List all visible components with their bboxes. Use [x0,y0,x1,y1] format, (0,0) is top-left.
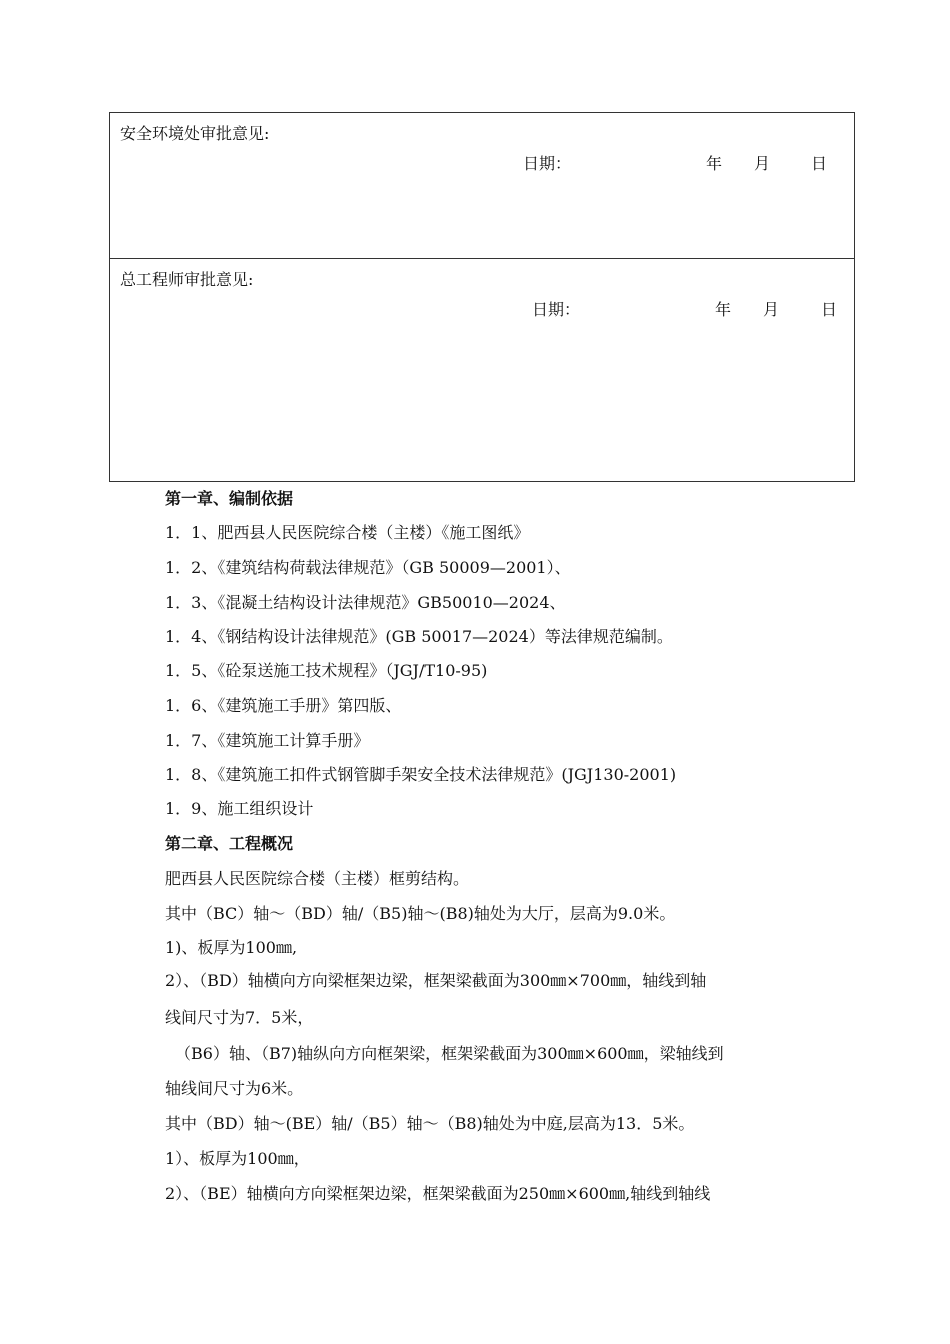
paragraph-line: 1）、板厚为100㎜， [165,1149,310,1168]
paragraph-line: 其中（BC）轴～（BD）轴/（B5)轴～(B8)轴处为大厅，层高为9.0米。 [165,904,676,923]
paragraph-line: 1)、板厚为100㎜, [165,938,298,957]
list-item: 1．6、《建筑施工手册》第四版、 [165,696,402,715]
list-item: 1．2、《建筑结构荷载法律规范》（GB 50009—2001）、 [165,558,571,577]
safety-approval-cell [110,113,854,259]
year-label: 年 [706,154,723,173]
approval-table [109,112,855,482]
list-item: 1．5、《砼泵送施工技术规程》（JGJ/T10-95) [165,661,488,680]
list-item: 1．3、《混凝土结构设计法律规范》GB50010—2024、 [165,593,566,612]
date-label: 日期： [532,300,581,319]
month-label: 月 [754,154,771,173]
list-item: 1．8、《建筑施工扣件式钢管脚手架安全技术法律规范》(JGJ130-2001) [165,765,677,784]
chief-engineer-approval-label: 总工程师审批意见: [120,270,254,289]
paragraph-line: （B6）轴、（B7)轴纵向方向框架梁，框架梁截面为300㎜×600㎜，梁轴线到 [175,1044,724,1063]
list-item: 1．9、施工组织设计 [165,799,314,818]
month-label: 月 [763,300,780,319]
chief-engineer-approval-cell [110,259,854,481]
safety-approval-label: 安全环境处审批意见: [120,124,270,143]
list-item: 1．4、《钢结构设计法律规范》(GB 50017—2024）等法律规范编制。 [165,627,673,646]
day-label: 日 [821,300,838,319]
list-item: 1．7、《建筑施工计算手册》 [165,731,370,750]
paragraph-line: 2）、（BE）轴横向方向梁框架边梁，框架梁截面为250㎜×600㎜,轴线到轴线 [165,1184,711,1203]
chapter1-title: 第一章、编制依据 [165,489,294,508]
day-label: 日 [811,154,828,173]
list-item: 1．1、肥西县人民医院综合楼（主楼）《施工图纸》 [165,523,530,542]
chapter2-title: 第二章、工程概况 [165,834,294,853]
year-label: 年 [715,300,732,319]
paragraph-line: 线间尺寸为7．5米， [165,1008,314,1027]
paragraph-line: 轴线间尺寸为6米。 [165,1079,304,1098]
paragraph-line: 肥西县人民医院综合楼（主楼）框剪结构。 [165,869,470,888]
paragraph-line: 其中（BD）轴～(BE）轴/（B5）轴～（B8)轴处为中庭,层高为13．5米。 [165,1114,695,1133]
date-label: 日期： [523,154,572,173]
paragraph-line: 2）、（BD）轴横向方向梁框架边梁，框架梁截面为300㎜×700㎜，轴线到轴 [165,971,707,990]
